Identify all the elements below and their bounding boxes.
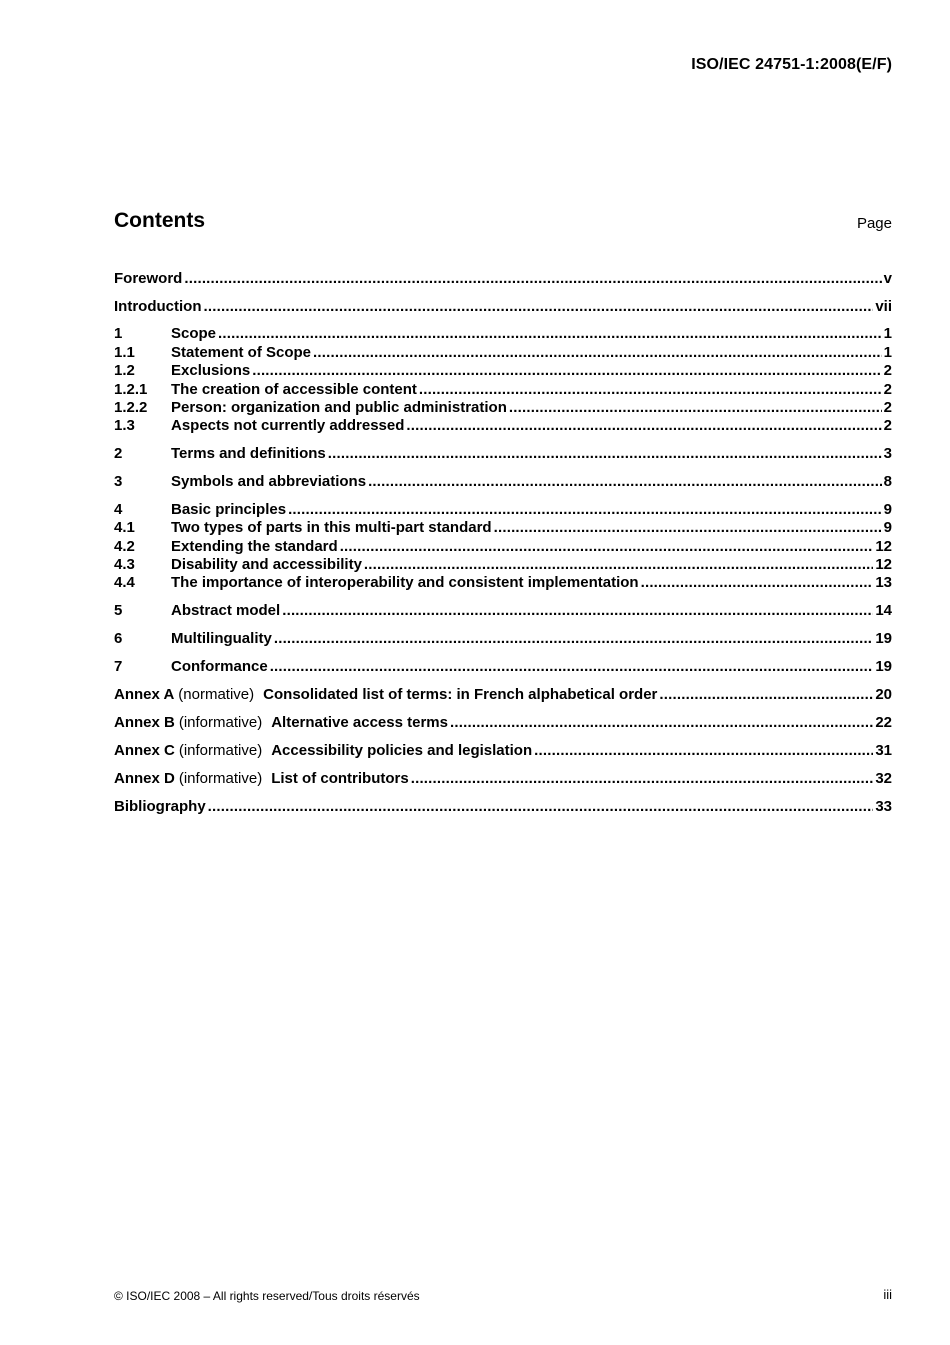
contents-heading: Contents: [114, 209, 205, 232]
toc-dot-leader: [184, 270, 881, 288]
toc-section-title: Conformance: [171, 658, 268, 675]
toc-entry[interactable]: [114, 714, 892, 732]
toc-dot-leader: [368, 473, 882, 491]
toc-dot-leader: [252, 362, 881, 380]
toc-dot-leader: [419, 381, 882, 399]
toc-entry[interactable]: [114, 501, 892, 519]
toc-section-title: Statement of Scope: [171, 344, 312, 361]
toc-page-number: vii: [875, 298, 892, 315]
toc-dot-leader: [659, 686, 873, 704]
toc-entry[interactable]: [114, 770, 892, 788]
toc-entry[interactable]: [114, 574, 892, 592]
toc-section-title: List of contributors: [271, 770, 409, 787]
toc-section-number: 1.2: [114, 362, 135, 379]
toc-entry[interactable]: [114, 381, 892, 399]
toc-entry[interactable]: [114, 798, 892, 816]
toc-dot-leader: [270, 658, 874, 676]
toc-page-number: 1: [883, 325, 892, 342]
toc-entry[interactable]: [114, 602, 892, 620]
toc-section-number: 7: [114, 658, 123, 675]
toc-section-number: 4.3: [114, 556, 135, 573]
toc-dot-leader: [288, 501, 882, 519]
toc-dot-leader: [450, 714, 873, 732]
toc-entry[interactable]: [114, 270, 892, 288]
toc-dot-leader: [274, 630, 873, 648]
toc-page-number: 2: [883, 399, 892, 416]
toc-section-title: Exclusions: [171, 362, 251, 379]
toc-section-number: 1.2.1: [114, 381, 148, 398]
toc-page-number: 2: [883, 362, 892, 379]
toc-entry[interactable]: [114, 742, 892, 760]
toc-entry[interactable]: [114, 344, 892, 362]
toc-entry[interactable]: [114, 325, 892, 343]
toc-entry[interactable]: [114, 417, 892, 435]
toc-dot-leader: [282, 602, 873, 620]
toc-annex-label: Annex C: [114, 742, 175, 759]
toc-dot-leader: [509, 399, 882, 417]
toc-section-title: Bibliography: [114, 798, 206, 815]
toc-dot-leader: [313, 344, 882, 362]
toc-section-title: Accessibility policies and legislation: [271, 742, 533, 759]
toc-section-title: Alternative access terms: [271, 714, 448, 731]
toc-page-number: 19: [875, 630, 892, 647]
toc-page-number: 32: [875, 770, 892, 787]
toc-page-number: 2: [883, 417, 892, 434]
toc-page-number: 1: [883, 344, 892, 361]
toc-annex-type: (informative): [178, 770, 263, 787]
toc-section-title: The importance of interoperability and consistent implementation: [171, 574, 639, 591]
toc-page-number: v: [883, 270, 892, 287]
toc-page-number: 2: [883, 381, 892, 398]
toc-dot-leader: [340, 538, 874, 556]
toc-entry[interactable]: [114, 298, 892, 316]
toc-section-title: Aspects not currently addressed: [171, 417, 405, 434]
toc-entry[interactable]: [114, 473, 892, 491]
toc-section-title: Extending the standard: [171, 538, 338, 555]
toc-entry[interactable]: [114, 399, 892, 417]
toc-section-title: Scope: [171, 325, 217, 342]
toc-section-title: Symbols and abbreviations: [171, 473, 367, 490]
toc-section-number: 1: [114, 325, 123, 342]
toc-section-number: 5: [114, 602, 123, 619]
toc-section-title: Disability and accessibility: [171, 556, 362, 573]
toc-dot-leader: [203, 298, 873, 316]
toc-section-title: The creation of accessible content: [171, 381, 417, 398]
toc-section-number: 1.1: [114, 344, 135, 361]
toc-section-number: 4.1: [114, 519, 135, 536]
toc-section-number: 2: [114, 445, 123, 462]
footer-copyright: © ISO/IEC 2008 – All rights reserved/Tous droits réservés: [114, 1289, 420, 1303]
toc-entry[interactable]: [114, 519, 892, 537]
toc-annex-type: (informative): [178, 742, 263, 759]
toc-entry[interactable]: [114, 445, 892, 463]
toc-page-number: 8: [883, 473, 892, 490]
toc-page-number: 13: [875, 574, 892, 591]
toc-section-number: 4.4: [114, 574, 135, 591]
toc-section-title: Two types of parts in this multi-part standard: [171, 519, 492, 536]
page-column-label: Page: [856, 215, 892, 232]
toc-annex-label: Annex B: [114, 714, 175, 731]
toc-page-number: 12: [875, 538, 892, 555]
toc-section-title: Foreword: [114, 270, 183, 287]
toc-dot-leader: [208, 798, 874, 816]
toc-entry[interactable]: [114, 630, 892, 648]
toc-page-number: 33: [875, 798, 892, 815]
toc-page-number: 9: [883, 501, 892, 518]
toc-entry[interactable]: [114, 686, 892, 704]
toc-annex-type: (normative): [178, 686, 255, 703]
toc-page-number: 22: [875, 714, 892, 731]
document-code: ISO/IEC 24751-1:2008(E/F): [691, 56, 892, 73]
toc-section-title: Terms and definitions: [171, 445, 326, 462]
toc-section-number: 4.2: [114, 538, 135, 555]
toc-dot-leader: [641, 574, 874, 592]
toc-section-title: Consolidated list of terms: in French alphabetical order: [263, 686, 658, 703]
toc-page-number: 19: [875, 658, 892, 675]
toc-dot-leader: [411, 770, 874, 788]
toc-dot-leader: [534, 742, 873, 760]
toc-section-title: Introduction: [114, 298, 202, 315]
toc-section-number: 4: [114, 501, 123, 518]
toc-section-number: 1.2.2: [114, 399, 148, 416]
toc-entry[interactable]: [114, 362, 892, 380]
toc-entry[interactable]: [114, 538, 892, 556]
toc-dot-leader: [494, 519, 882, 537]
toc-section-title: Person: organization and public administration: [171, 399, 507, 416]
toc-page-number: 3: [883, 445, 892, 462]
toc-section-number: 6: [114, 630, 123, 647]
toc-annex-label: Annex A: [114, 686, 175, 703]
toc-annex-label: Annex D: [114, 770, 175, 787]
toc-section-number: 1.3: [114, 417, 135, 434]
toc-page-number: 14: [875, 602, 892, 619]
toc-dot-leader: [328, 445, 882, 463]
toc-section-title: Basic principles: [171, 501, 287, 518]
toc-section-title: Multilinguality: [171, 630, 272, 647]
toc-page-number: 9: [883, 519, 892, 536]
toc-section-number: 3: [114, 473, 123, 490]
toc-dot-leader: [218, 325, 882, 343]
toc-dot-leader: [364, 556, 873, 574]
footer-page-number: iii: [883, 1287, 892, 1302]
toc-page-number: 12: [875, 556, 892, 573]
toc-page-number: 31: [875, 742, 892, 759]
toc-section-title: Abstract model: [171, 602, 281, 619]
toc-page-number: 20: [875, 686, 892, 703]
toc-entry[interactable]: [114, 556, 892, 574]
toc-annex-type: (informative): [178, 714, 263, 731]
toc-dot-leader: [406, 417, 881, 435]
toc-entry[interactable]: [114, 658, 892, 676]
